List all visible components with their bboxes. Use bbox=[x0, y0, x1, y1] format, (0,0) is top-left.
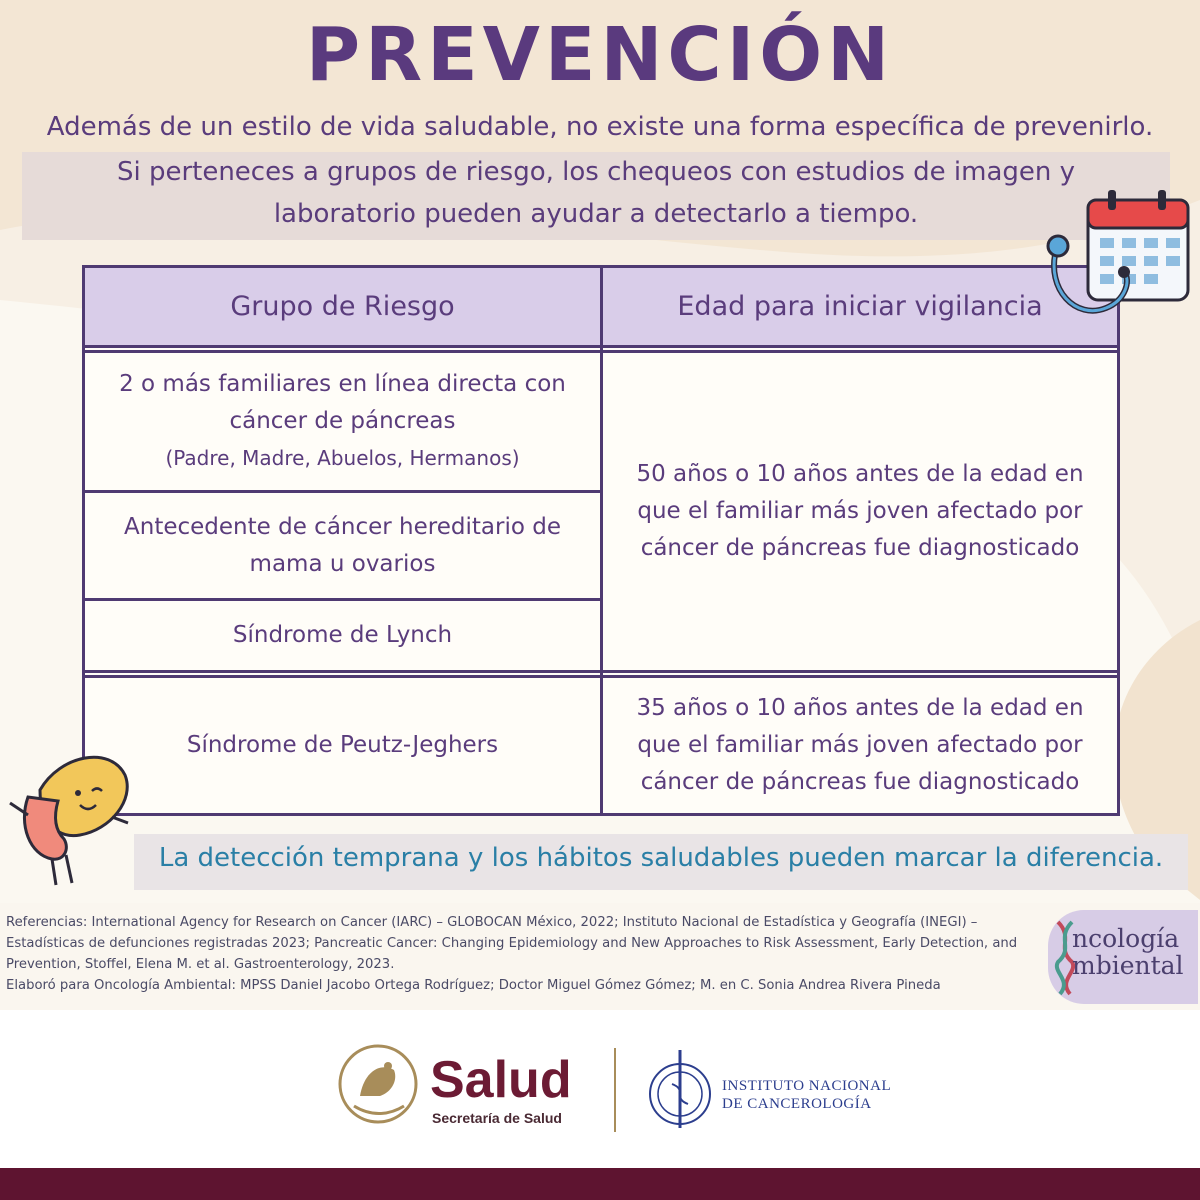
tagline: La detección temprana y los hábitos saludables pueden marcar la diferencia. bbox=[158, 843, 1164, 873]
references bbox=[6, 912, 1046, 996]
age-line: cáncer de páncreas fue diagnosticado bbox=[640, 769, 1080, 795]
mexico-seal-icon bbox=[336, 1036, 420, 1132]
risk-group-note: (Padre, Madre, Abuelos, Hermanos) bbox=[165, 446, 520, 470]
age-cell bbox=[602, 677, 1119, 815]
credits-line: Elaboró para Oncología Ambiental: MPSS Daniel Jacobo Ortega Rodríguez; Doctor Miguel Gómez Gómez; M. en C. Sonia Andrea Rivera Pineda bbox=[6, 978, 941, 993]
risk-group-line: Síndrome de Peutz-Jeghers bbox=[186, 732, 499, 758]
risk-group-line: cáncer de páncreas bbox=[229, 408, 456, 434]
risk-group-cell bbox=[84, 600, 602, 672]
age-line: que el familiar más joven afectado por bbox=[637, 498, 1083, 524]
risk-group-cell bbox=[84, 352, 602, 492]
oncologia-logo-line1: ncología bbox=[1072, 924, 1180, 953]
table-row bbox=[84, 352, 1119, 492]
risk-group-line: Antecedente de cáncer hereditario de bbox=[124, 513, 561, 540]
header-risk-group: Grupo de Riesgo bbox=[84, 267, 602, 347]
intro-line-1: Además de un estilo de vida saludable, no existe una forma específica de prevenirlo. bbox=[46, 112, 1154, 142]
salud-logo-word: Salud bbox=[430, 1051, 572, 1109]
page-title: PREVENCIÓN bbox=[305, 12, 895, 98]
reference-line: Prevention, Stoffel, Elena M. et al. Gastroenterology, 2023. bbox=[6, 957, 395, 972]
footer bbox=[0, 1010, 1200, 1168]
logo-divider bbox=[614, 1048, 616, 1132]
header-age-start: Edad para iniciar vigilancia bbox=[602, 267, 1119, 347]
table-row bbox=[84, 677, 1119, 815]
pancreas-mascot-icon bbox=[0, 735, 140, 895]
reference-line: Estadísticas de defunciones registradas 2023; Pancreatic Cancer: Changing Epidemiology and New Approaches to Risk Assessment, Early Detection, and bbox=[6, 936, 1018, 951]
calendar-stethoscope-icon bbox=[1036, 180, 1196, 330]
intro-line-2: Si perteneces a grupos de riesgo, los chequeos con estudios de imagen y bbox=[116, 157, 1076, 187]
oncologia-logo-line2: mbiental bbox=[1072, 951, 1184, 980]
age-line: que el familiar más joven afectado por bbox=[637, 732, 1083, 758]
age-line: cáncer de páncreas fue diagnosticado bbox=[640, 535, 1080, 561]
age-cell bbox=[602, 352, 1119, 672]
incan-emblem-icon bbox=[644, 1044, 716, 1136]
risk-group-line: mama u ovarios bbox=[249, 550, 436, 577]
reference-line: Referencias: International Agency for Research on Cancer (IARC) – GLOBOCAN México, 2022; Instituto Nacional de Estadística y Geografía (INEGI) – bbox=[6, 915, 978, 930]
risk-group-cell bbox=[84, 677, 602, 815]
bottom-bar bbox=[0, 1168, 1200, 1200]
age-line: 35 años o 10 años antes de la edad en bbox=[636, 695, 1084, 721]
incan-logo-line2: DE CANCEROLOGÍA bbox=[722, 1096, 872, 1112]
age-line: 50 años o 10 años antes de la edad en bbox=[636, 461, 1084, 487]
risk-group-line: Síndrome de Lynch bbox=[232, 622, 453, 648]
incan-logo-line1: INSTITUTO NACIONAL bbox=[722, 1078, 892, 1094]
risk-table bbox=[82, 265, 1120, 816]
table-header-row bbox=[84, 267, 1119, 347]
salud-logo-subtitle: Secretaría de Salud bbox=[432, 1110, 562, 1126]
risk-group-line: 2 o más familiares en línea directa con bbox=[119, 371, 566, 397]
intro-line-3: laboratorio pueden ayudar a detectarlo a tiempo. bbox=[273, 199, 919, 229]
risk-group-cell bbox=[84, 492, 602, 600]
